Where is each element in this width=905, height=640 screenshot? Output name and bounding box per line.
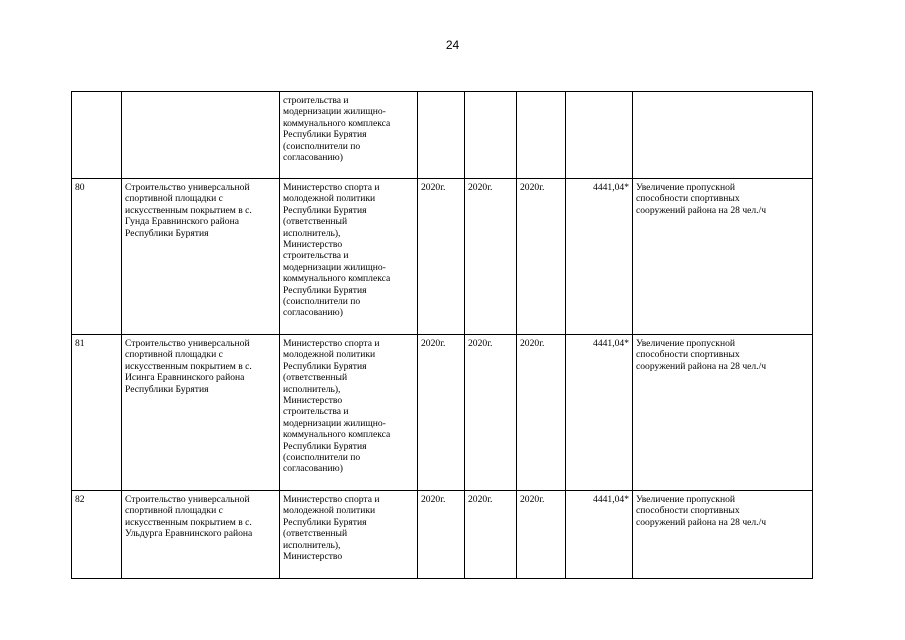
year-start: 2020г. <box>421 182 446 193</box>
funding-amount-cell <box>566 92 633 179</box>
year-end: 2020г. <box>468 338 493 349</box>
year-completion: 2020г. <box>520 182 545 193</box>
year-end-cell <box>465 92 517 179</box>
year-start: 2020г. <box>421 494 446 505</box>
executor-cell <box>280 179 418 335</box>
year-end: 2020г. <box>468 182 493 193</box>
year-end-cell <box>465 491 517 579</box>
year-start: 2020г. <box>421 338 446 349</box>
measure-name-cell <box>122 491 280 579</box>
executor-cell <box>280 335 418 491</box>
year-start-cell <box>418 179 465 335</box>
row-number-cell <box>72 491 122 579</box>
measure-name: Строительство универсальной спортивной площадки с искусственным покрытием в с. Исинга Еравнинского района Республики Бурятия <box>125 338 252 395</box>
measures-table <box>71 91 813 579</box>
year-start-cell <box>418 92 465 179</box>
year-completion-cell <box>517 92 566 179</box>
expected-result: Увеличение пропускной способности спортивных сооружений района на 28 чел./ч <box>636 182 767 216</box>
row-number-cell <box>72 92 122 179</box>
measure-name: Строительство универсальной спортивной площадки с искусственным покрытием в с. Гунда Еравнинского района Республики Бурятия <box>125 182 252 239</box>
measure-name-cell <box>122 92 280 179</box>
expected-result-cell <box>633 335 813 491</box>
year-end-cell <box>465 335 517 491</box>
measure-name-cell <box>122 335 280 491</box>
expected-result: Увеличение пропускной способности спортивных сооружений района на 28 чел./ч <box>636 338 767 372</box>
year-completion: 2020г. <box>520 494 545 505</box>
year-completion: 2020г. <box>520 338 545 349</box>
year-completion-cell <box>517 335 566 491</box>
expected-result-cell <box>633 179 813 335</box>
row-number-cell <box>72 335 122 491</box>
year-start-cell <box>418 335 465 491</box>
expected-result: Увеличение пропускной способности спортивных сооружений района на 28 чел./ч <box>636 494 767 528</box>
table-row <box>72 491 813 579</box>
measure-name: Строительство универсальной спортивной площадки с искусственным покрытием в с. Ульдурга Еравнинского района <box>125 494 253 540</box>
executor-cell <box>280 92 418 179</box>
executor: Министерство спорта и молодежной политики Республики Бурятия (ответственный исполнитель), Министерство строительства и модернизации жилищно- коммунального комплекса Республики Бурятия (соисполнители по согласованию) <box>283 338 391 475</box>
funding-amount: 4441,04* <box>593 338 629 349</box>
funding-amount-cell <box>566 335 633 491</box>
table-row <box>72 92 813 179</box>
row-number: 80 <box>75 182 85 193</box>
measure-name-cell <box>122 179 280 335</box>
executor-cell <box>280 491 418 579</box>
row-number: 81 <box>75 338 85 349</box>
funding-amount: 4441,04* <box>593 494 629 505</box>
year-completion-cell <box>517 491 566 579</box>
page-number: 24 <box>445 38 460 52</box>
row-number: 82 <box>75 494 85 505</box>
expected-result-cell <box>633 491 813 579</box>
year-end-cell <box>465 179 517 335</box>
executor: Министерство спорта и молодежной политики Республики Бурятия (ответственный исполнитель), Министерство <box>283 494 380 563</box>
table-row <box>72 179 813 335</box>
expected-result-cell <box>633 92 813 179</box>
executor: строительства и модернизации жилищно- коммунального комплекса Республики Бурятия (соисполнители по согласованию) <box>283 95 391 164</box>
funding-amount-cell <box>566 179 633 335</box>
funding-amount-cell <box>566 491 633 579</box>
executor: Министерство спорта и молодежной политики Республики Бурятия (ответственный исполнитель), Министерство строительства и модернизации жилищно- коммунального комплекса Республики Бурятия (соисполнители по согласованию) <box>283 182 391 319</box>
funding-amount: 4441,04* <box>593 182 629 193</box>
year-completion-cell <box>517 179 566 335</box>
year-end: 2020г. <box>468 494 493 505</box>
row-number-cell <box>72 179 122 335</box>
year-start-cell <box>418 491 465 579</box>
table-row <box>72 335 813 491</box>
